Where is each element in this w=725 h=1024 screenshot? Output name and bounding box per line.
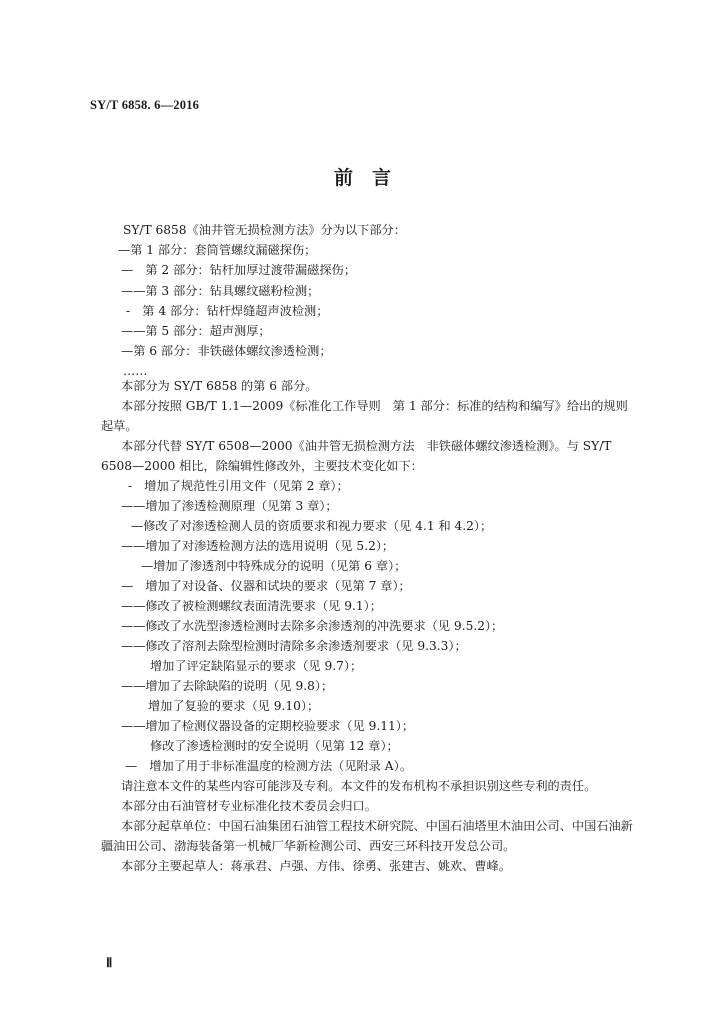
text-line: 请注意本文件的某些内容可能涉及专利。本文件的发布机构不承担识别这些专利的责任。 — [121, 779, 597, 793]
text-line: ——第 5 部分：超声测厚； — [121, 324, 271, 338]
text-line: — 增加了对设备、仪器和试块的要求（见第 7 章）； — [121, 579, 411, 593]
text-line: —第 1 部分：套筒管螺纹漏磁探伤； — [118, 243, 317, 257]
text-line: —第 6 部分：非铁磁体螺纹渗透检测； — [121, 344, 332, 358]
text-line: 本部分由石油管材专业标准化技术委员会归口。 — [121, 799, 377, 813]
text-line: …… — [123, 364, 148, 378]
text-line: —增加了渗透剂中特殊成分的说明（见第 6 章）； — [141, 559, 407, 573]
standard-code: SY/T 6858. 6—2016 — [90, 98, 200, 112]
text-line: 本部分按照 GB/T 1.1—2009《标准化工作导则 第 1 部分：标准的结构和编写》给出的规则 — [121, 399, 628, 413]
text-line: - 第 4 部分：钻杆焊缝超声波检测； — [126, 304, 329, 318]
text-line: 修改了渗透检测时的安全说明（见第 12 章）； — [150, 739, 399, 753]
text-line: — 增加了用于非标准温度的检测方法（见附录 A）。 — [125, 759, 412, 773]
text-line: - 增加了规范性引用文件（见第 2 章）； — [128, 479, 349, 493]
text-line: ——第 3 部分：钻具螺纹磁粉检测； — [121, 284, 320, 298]
page-title: 前 言 — [333, 167, 391, 189]
text-line: 增加了复验的要求（见 9.10）； — [148, 699, 320, 713]
text-line: 增加了评定缺陷显示的要求（见 9.7）； — [150, 659, 363, 673]
text-line: ——增加了对渗透检测方法的选用说明（见 5.2）； — [121, 539, 395, 553]
text-line: ——修改了溶剂去除型检测时清除多余渗透剂要求（见 9.3.3）； — [121, 639, 467, 653]
text-line: ——修改了被检测螺纹表面清洗要求（见 9.1）； — [121, 599, 382, 613]
text-line: ——增加了去除缺陷的说明（见 9.8）； — [121, 679, 334, 693]
text-line: ——修改了水洗型渗透检测时去除多余渗透剂的冲洗要求（见 9.5.2）； — [121, 619, 504, 633]
text-line: ——增加了渗透检测原理（见第 3 章）； — [121, 499, 338, 513]
text-line: — 第 2 部分：钻杆加厚过渡带漏磁探伤； — [121, 263, 356, 277]
text-line: 疆油田公司、渤海装备第一机械厂华新检测公司、西安三环科技开发总公司。 — [101, 839, 516, 853]
text-line: 起草。 — [101, 419, 138, 433]
text-line: 本部分主要起草人：蒋承君、卢强、方伟、徐勇、张建吉、姚欢、曹峰。 — [121, 859, 511, 873]
text-line: 本部分起草单位：中国石油集团石油管工程技术研究院、中国石油塔里木油田公司、中国石油新 — [121, 819, 633, 833]
text-line: 本部分代替 SY/T 6508—2000《油井管无损检测方法 非铁磁体螺纹渗透检测》。与 SY/T — [121, 439, 612, 453]
text-line: —修改了对渗透检测人员的资质要求和视力要求（见 4.1 和 4.2）； — [131, 519, 493, 533]
text-line: SY/T 6858《油井管无损检测方法》分为以下部分： — [123, 223, 406, 237]
text-line: ——增加了检测仪器设备的定期校验要求（见 9.11）； — [121, 719, 415, 733]
text-line: 本部分为 SY/T 6858 的第 6 部分。 — [121, 379, 318, 393]
page-number: Ⅱ — [106, 955, 113, 970]
text-line: 6508—2000 相比，除编辑性修改外，主要技术变化如下： — [101, 459, 423, 473]
